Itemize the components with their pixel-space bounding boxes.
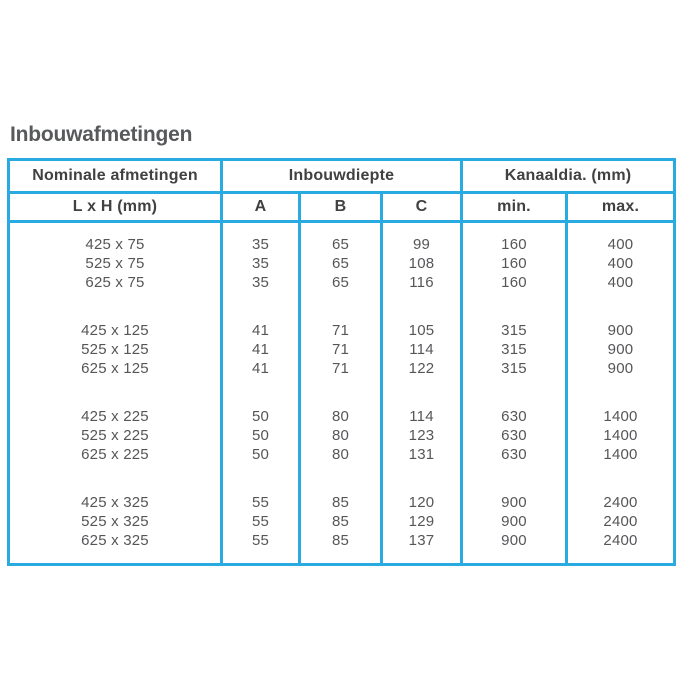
cell-min: 630	[462, 426, 567, 445]
cell-max: 400	[567, 273, 675, 292]
table-row	[9, 273, 675, 292]
page-title: Inbouwafmetingen	[10, 123, 193, 146]
spacer-row	[9, 464, 675, 493]
cell-a: 55	[222, 512, 300, 531]
cell-c: 105	[382, 321, 462, 340]
cell-lxh: 425 x 75	[9, 235, 222, 254]
table-row	[9, 235, 675, 254]
cell-min: 900	[462, 531, 567, 550]
header-inbouwdiepte: Inbouwdiepte	[222, 160, 462, 193]
header-col-b: B	[300, 193, 382, 222]
cell-c: 116	[382, 273, 462, 292]
cell-a: 41	[222, 321, 300, 340]
cell-b: 80	[300, 407, 382, 426]
header-nominale-afmetingen: Nominale afmetingen	[9, 160, 222, 193]
cell-c: 108	[382, 254, 462, 273]
cell-c: 120	[382, 493, 462, 512]
cell-lxh: 425 x 325	[9, 493, 222, 512]
cell-b: 80	[300, 445, 382, 464]
cell-min: 315	[462, 359, 567, 378]
header-lxh: L x H (mm)	[9, 193, 222, 222]
cell-b: 80	[300, 426, 382, 445]
cell-b: 71	[300, 340, 382, 359]
header-col-max: max.	[567, 193, 675, 222]
cell-a: 55	[222, 493, 300, 512]
cell-max: 400	[567, 235, 675, 254]
header-kanaaldia: Kanaaldia. (mm)	[462, 160, 675, 193]
table-row	[9, 531, 675, 550]
cell-a: 35	[222, 235, 300, 254]
table-row	[9, 445, 675, 464]
cell-lxh: 525 x 75	[9, 254, 222, 273]
cell-min: 630	[462, 407, 567, 426]
cell-lxh: 625 x 325	[9, 531, 222, 550]
cell-lxh: 625 x 125	[9, 359, 222, 378]
table-row	[9, 340, 675, 359]
table-row	[9, 359, 675, 378]
cell-lxh: 625 x 75	[9, 273, 222, 292]
cell-b: 71	[300, 359, 382, 378]
cell-c: 122	[382, 359, 462, 378]
cell-max: 2400	[567, 493, 675, 512]
cell-lxh: 425 x 125	[9, 321, 222, 340]
cell-max: 1400	[567, 445, 675, 464]
cell-c: 99	[382, 235, 462, 254]
cell-max: 1400	[567, 407, 675, 426]
header-col-c: C	[382, 193, 462, 222]
cell-lxh: 525 x 325	[9, 512, 222, 531]
table-header-group-row	[9, 160, 675, 193]
cell-max: 900	[567, 340, 675, 359]
table-row	[9, 512, 675, 531]
header-col-a: A	[222, 193, 300, 222]
cell-max: 900	[567, 321, 675, 340]
cell-c: 123	[382, 426, 462, 445]
cell-min: 900	[462, 512, 567, 531]
installation-dimensions-table	[7, 158, 676, 566]
table-row	[9, 254, 675, 273]
cell-c: 129	[382, 512, 462, 531]
cell-min: 315	[462, 321, 567, 340]
cell-max: 2400	[567, 531, 675, 550]
spacer-row	[9, 292, 675, 321]
cell-lxh: 625 x 225	[9, 445, 222, 464]
cell-a: 50	[222, 445, 300, 464]
cell-max: 400	[567, 254, 675, 273]
spacer-row	[9, 378, 675, 407]
table-row	[9, 493, 675, 512]
cell-min: 315	[462, 340, 567, 359]
spacer-row	[9, 550, 675, 565]
cell-a: 50	[222, 407, 300, 426]
table-header-sub-row	[9, 193, 675, 222]
cell-c: 137	[382, 531, 462, 550]
cell-lxh: 425 x 225	[9, 407, 222, 426]
cell-b: 71	[300, 321, 382, 340]
cell-min: 630	[462, 445, 567, 464]
cell-b: 65	[300, 235, 382, 254]
cell-min: 900	[462, 493, 567, 512]
cell-max: 900	[567, 359, 675, 378]
cell-max: 1400	[567, 426, 675, 445]
cell-min: 160	[462, 273, 567, 292]
header-col-min: min.	[462, 193, 567, 222]
cell-a: 35	[222, 273, 300, 292]
cell-a: 41	[222, 340, 300, 359]
cell-b: 85	[300, 512, 382, 531]
cell-a: 41	[222, 359, 300, 378]
cell-lxh: 525 x 125	[9, 340, 222, 359]
spacer-row	[9, 222, 675, 236]
cell-b: 65	[300, 254, 382, 273]
cell-c: 114	[382, 407, 462, 426]
table-row	[9, 426, 675, 445]
cell-c: 114	[382, 340, 462, 359]
cell-a: 55	[222, 531, 300, 550]
cell-a: 50	[222, 426, 300, 445]
cell-min: 160	[462, 254, 567, 273]
cell-c: 131	[382, 445, 462, 464]
table-row	[9, 407, 675, 426]
cell-b: 65	[300, 273, 382, 292]
cell-b: 85	[300, 531, 382, 550]
cell-b: 85	[300, 493, 382, 512]
cell-max: 2400	[567, 512, 675, 531]
cell-a: 35	[222, 254, 300, 273]
cell-lxh: 525 x 225	[9, 426, 222, 445]
cell-min: 160	[462, 235, 567, 254]
table-row	[9, 321, 675, 340]
